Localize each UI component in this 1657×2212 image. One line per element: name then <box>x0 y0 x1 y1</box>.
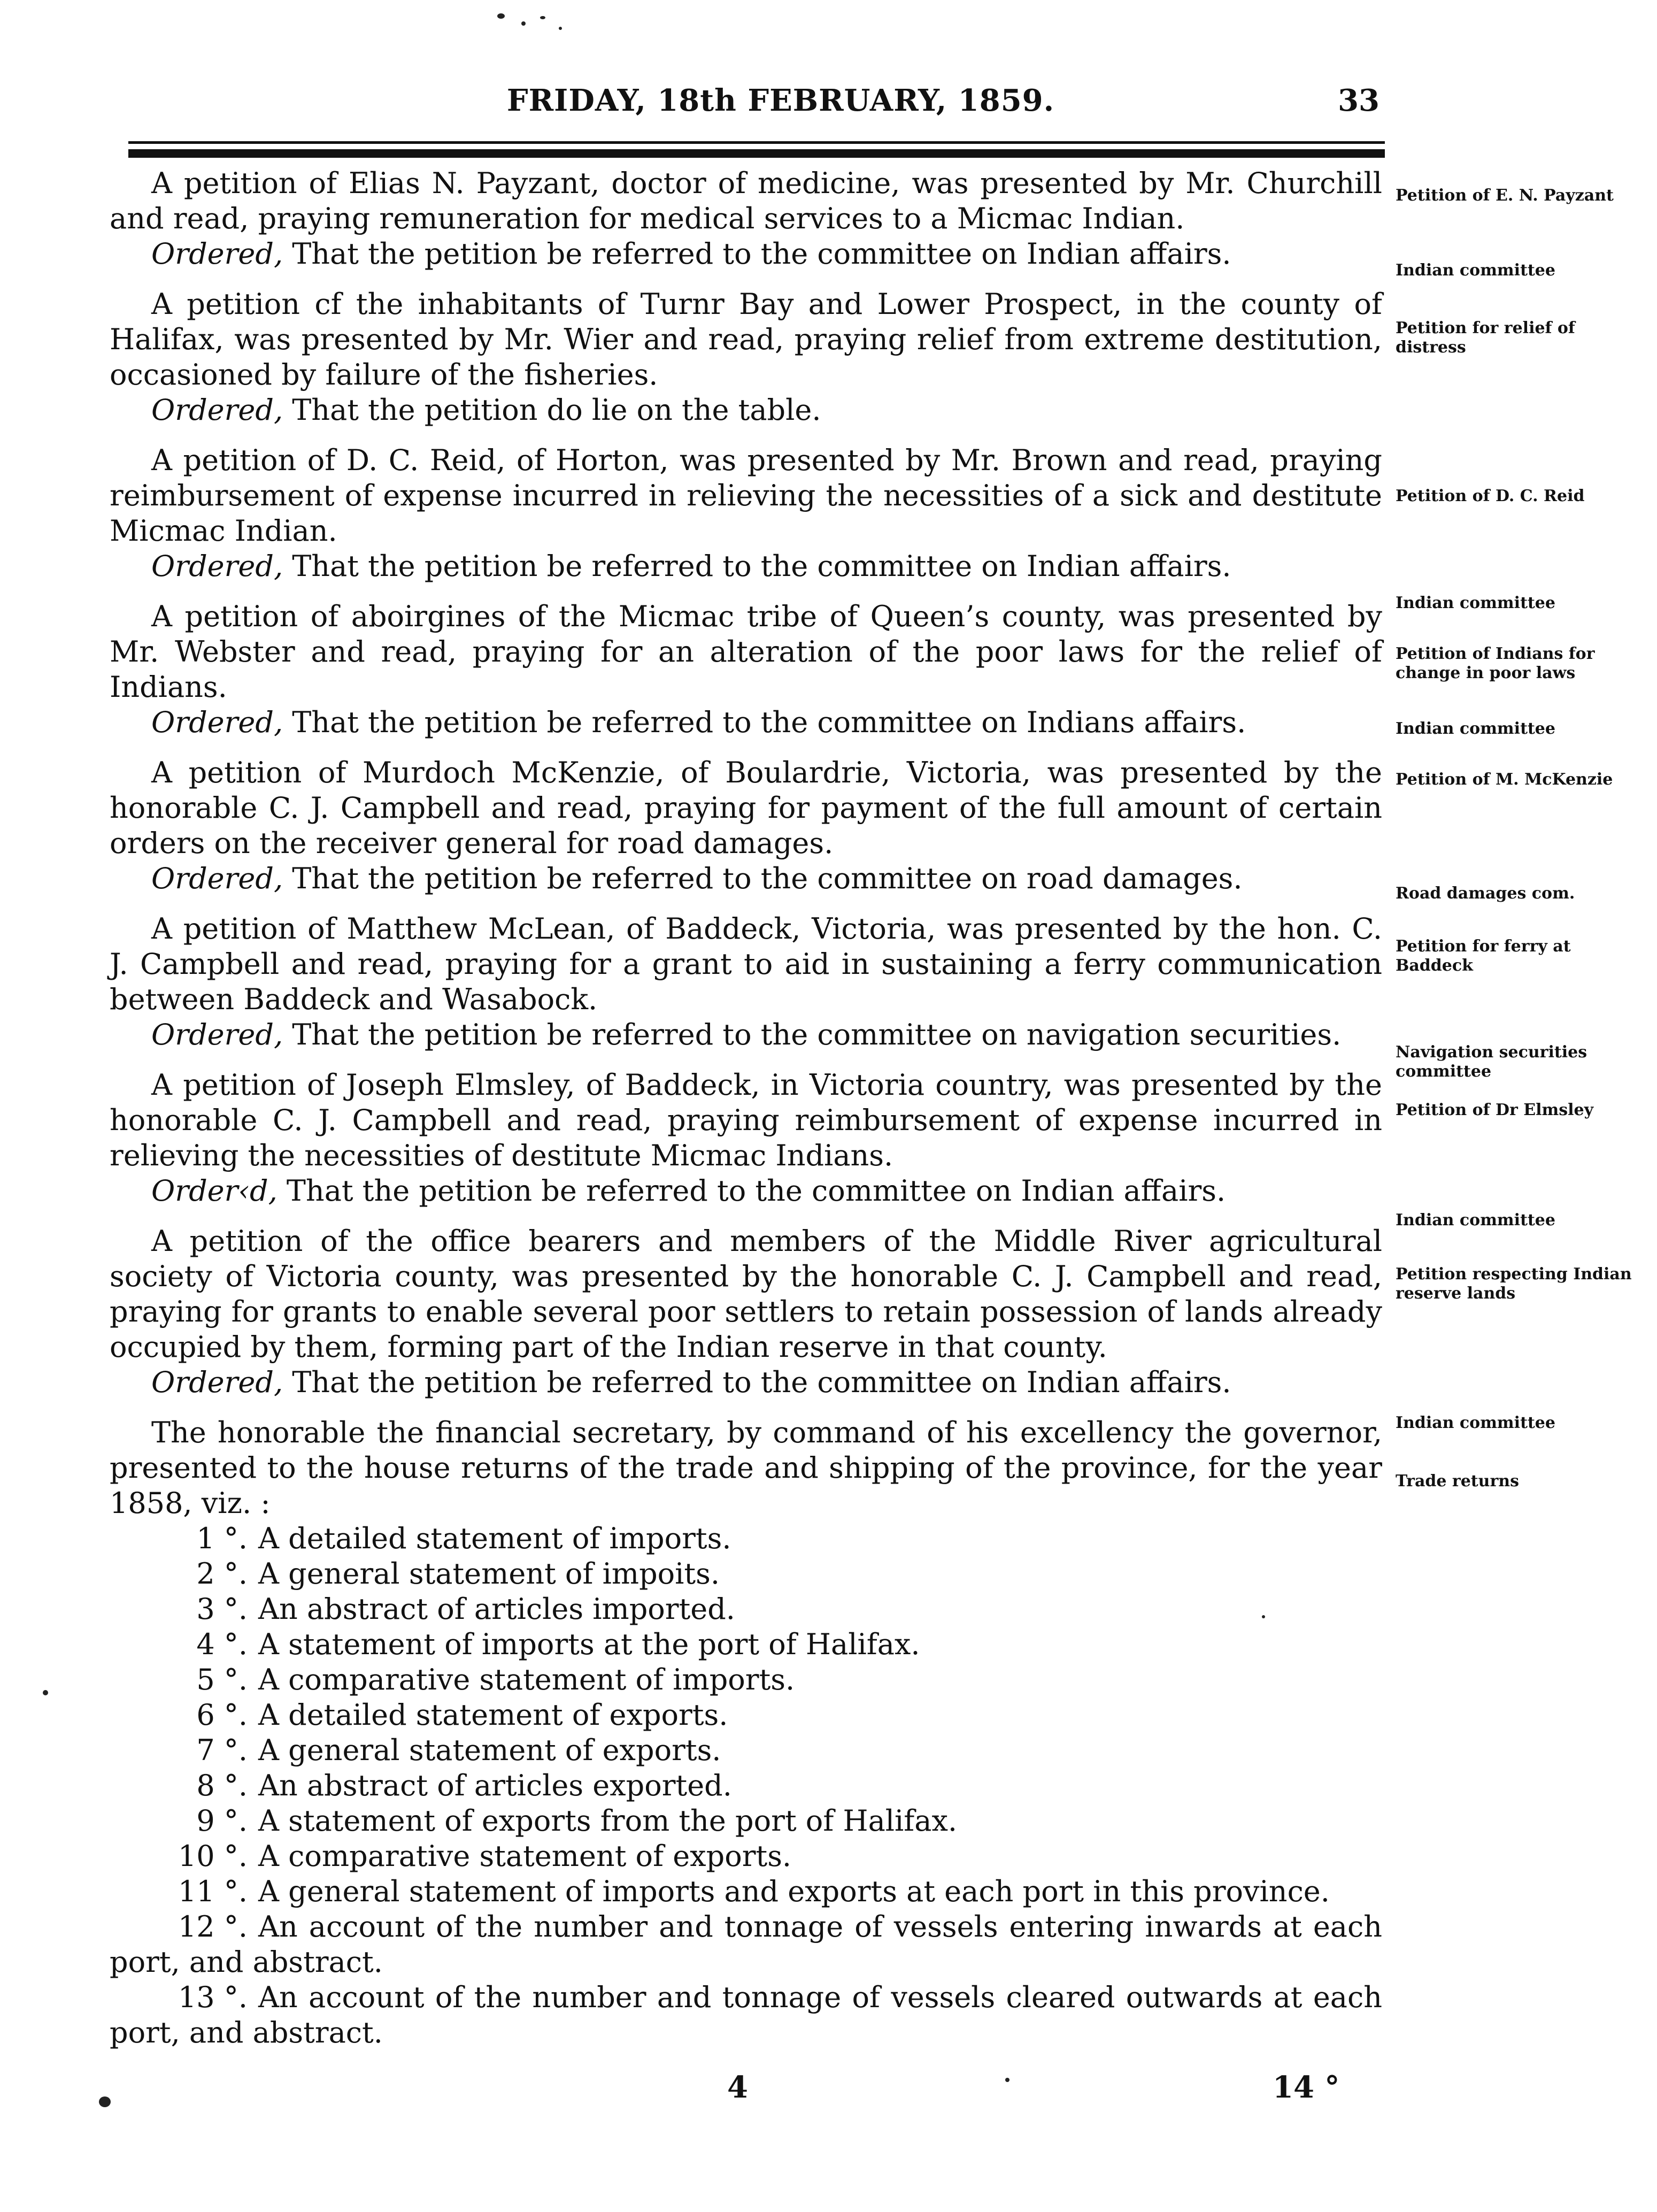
ordered-label: Ordered, <box>151 237 283 271</box>
paragraph: A petition of Murdoch McKenzie, of Boulardrie, Victoria, was presented by the honorable C. J. Campbell and read, praying for payment of the full amount of certain orders on the receiver general for road damages. <box>110 756 1382 860</box>
paragraph: A petition of Matthew McLean, of Baddeck, Victoria, was presented by the hon. C. J. Campbell and read, praying for a grant to aid in sustaining a ferry communication between Baddeck and Wasabock. <box>110 912 1382 1016</box>
margin-note-reid: Petition of D. C. Reid <box>1396 487 1585 505</box>
print-speck <box>1005 2078 1009 2082</box>
margin-note-mckenzie: Petition of M. McKenzie <box>1396 770 1613 789</box>
ordered-text: That the petition be referred to the committee on Indian affairs. <box>283 237 1231 271</box>
ordered-text: That the petition be referred to the committee on road damages. <box>283 862 1243 895</box>
list-item <box>110 1627 1382 1662</box>
ordered-line <box>110 861 1382 896</box>
ordered-label: Order‹d, <box>151 1174 278 1208</box>
list-item <box>110 1662 1382 1698</box>
header-rule-thin <box>128 141 1385 144</box>
list-number: 8 °. <box>196 1769 248 1802</box>
entry-trade-returns <box>110 1415 1382 2050</box>
list-number: 3 °. <box>196 1592 248 1626</box>
ordered-label: Ordered, <box>151 705 283 739</box>
entry-reid <box>110 443 1382 584</box>
print-speck <box>43 1690 48 1695</box>
list-item <box>110 1909 1382 1980</box>
list-number: 12 °. <box>178 1910 248 1944</box>
returns-list <box>110 1521 1382 2050</box>
margin-note-elmsley: Petition of Dr Elmsley <box>1396 1101 1594 1119</box>
list-text: A statement of exports from the port of Halifax. <box>258 1804 958 1838</box>
signature-mark: 4 <box>727 2070 748 2105</box>
margin-note-indian-committee: Indian committee <box>1396 594 1555 612</box>
list-number: 7 °. <box>196 1733 248 1767</box>
list-item <box>110 1839 1382 1874</box>
ordered-line <box>110 236 1382 272</box>
ordered-text: That the petition be referred to the committee on Indian affairs. <box>283 1365 1231 1399</box>
list-text: An abstract of articles exported. <box>258 1769 732 1802</box>
list-text: A general statement of imports and exports at each port in this province. <box>258 1875 1330 1908</box>
ordered-line <box>110 1365 1382 1400</box>
list-item <box>110 1556 1382 1592</box>
paragraph: A petition of Elias N. Payzant, doctor of medicine, was presented by Mr. Churchill and read, praying remuneration for medical services to a Micmac Indian. <box>110 166 1382 235</box>
entry-payzant <box>110 166 1382 272</box>
list-text: A statement of imports at the port of Halifax. <box>258 1627 920 1661</box>
margin-note-road-damages: Road damages com. <box>1396 884 1575 903</box>
paragraph: A petition of the office bearers and members of the Middle River agricultural society of Victoria county, was presented by the honorable C. J. Campbell and read, praying for grants to enable several poor settlers to retain possession of lands already occupied by them, forming part of the Indian reserve in that county. <box>110 1224 1382 1364</box>
ordered-line <box>110 549 1382 584</box>
print-speck <box>521 21 526 26</box>
list-number: 9 °. <box>196 1804 248 1838</box>
list-text: An account of the number and tonnage of vessels entering inwards at each port, and abstract. <box>110 1910 1382 1979</box>
print-speck <box>1262 1615 1265 1618</box>
margin-note-indian-committee: Indian committee <box>1396 719 1555 738</box>
ordered-line <box>110 705 1382 740</box>
list-item <box>110 1698 1382 1733</box>
ordered-text: That the petition be referred to the committee on Indian affairs. <box>283 549 1231 583</box>
list-item <box>110 1980 1382 2050</box>
list-number: 1 °. <box>196 1522 248 1555</box>
entry-elmsley <box>110 1067 1382 1209</box>
margin-note-indians-poor-laws: Petition of Indians for change in poor laws <box>1396 644 1595 682</box>
print-speck <box>540 16 545 19</box>
margin-note-payzant: Petition of E. N. Payzant <box>1396 186 1614 205</box>
catchword: 14 ° <box>1273 2070 1340 2105</box>
list-number: 6 °. <box>196 1698 248 1732</box>
ordered-label: Ordered, <box>151 1018 283 1051</box>
list-text: An abstract of articles imported. <box>258 1592 735 1626</box>
margin-note-distress: Petition for relief of distress <box>1396 319 1575 357</box>
list-number: 10 °. <box>178 1839 248 1873</box>
list-text: A comparative statement of imports. <box>258 1663 795 1696</box>
paragraph: A petition of D. C. Reid, of Horton, was presented by Mr. Brown and read, praying reimbursement of expense incurred in relieving the necessities of a sick and destitute Micmac Indian. <box>110 443 1382 548</box>
list-text: A detailed statement of imports. <box>258 1522 731 1555</box>
list-text: A general statement of exports. <box>258 1733 721 1767</box>
paragraph: A petition of aboirgines of the Micmac tribe of Queen’s county, was presented by Mr. Webster and read, praying for an alteration of the poor laws for the relief of Indians. <box>110 600 1382 704</box>
page-header <box>0 70 1657 134</box>
list-text: An account of the number and tonnage of vessels cleared outwards at each port, and abstract. <box>110 1980 1382 2049</box>
entry-mckenzie <box>110 755 1382 896</box>
page-title: FRIDAY, 18th FEBRUARY, 1859. <box>506 83 1055 118</box>
list-number: 11 °. <box>178 1875 248 1908</box>
header-rule-thick <box>128 149 1385 158</box>
margin-note-indian-committee: Indian committee <box>1396 1211 1555 1230</box>
paragraph: A petition cf the inhabitants of Turnr Bay and Lower Prospect, in the county of Halifax, was presented by Mr. Wier and read, praying relief from extreme destitution, occasioned by failure of the fisheries. <box>110 287 1382 391</box>
list-number: 5 °. <box>196 1663 248 1696</box>
list-text: A comparative statement of exports. <box>258 1839 792 1873</box>
list-item <box>110 1768 1382 1803</box>
margin-note-indian-committee: Indian committee <box>1396 261 1555 280</box>
margin-note-reserve-lands: Petition respecting Indian reserve lands <box>1396 1265 1632 1303</box>
paragraph: The honorable the financial secretary, by command of his excellency the governor, presented to the house returns of the trade and shipping of the province, for the year 1858, viz. : <box>110 1416 1382 1520</box>
margin-note-navigation: Navigation securities committee <box>1396 1043 1587 1081</box>
ordered-text: That the petition be referred to the committee on Indians affairs. <box>283 705 1246 739</box>
list-item <box>110 1803 1382 1839</box>
ordered-text: That the petition be referred to the committee on Indian affairs. <box>277 1174 1226 1208</box>
ordered-label: Ordered, <box>151 1365 283 1399</box>
ordered-text: That the petition be referred to the committee on navigation securities. <box>283 1018 1342 1051</box>
ordered-line <box>110 393 1382 428</box>
list-item <box>110 1874 1382 1909</box>
list-number: 4 °. <box>196 1627 248 1661</box>
print-speck <box>559 27 562 30</box>
print-speck <box>497 13 505 19</box>
entry-middle-river <box>110 1224 1382 1400</box>
list-number: 2 °. <box>196 1557 248 1591</box>
list-number: 13 °. <box>178 1980 248 2014</box>
entry-mclean <box>110 911 1382 1053</box>
ordered-label: Ordered, <box>151 393 283 427</box>
list-item <box>110 1733 1382 1768</box>
ordered-line <box>110 1173 1382 1209</box>
print-speck <box>99 2096 111 2107</box>
margin-note-trade-returns: Trade returns <box>1396 1472 1519 1491</box>
list-text: A general statement of impoits. <box>258 1557 720 1591</box>
ordered-line <box>110 1017 1382 1053</box>
ordered-text: That the petition do lie on the table. <box>283 393 821 427</box>
paragraph: A petition of Joseph Elmsley, of Baddeck, in Victoria country, was presented by the honorable C. J. Campbell and read, praying reimbursement of expense incurred in relieving the necessities of destitute Micmac Indians. <box>110 1068 1382 1172</box>
margin-note-ferry: Petition for ferry at Baddeck <box>1396 937 1571 975</box>
ordered-label: Ordered, <box>151 549 283 583</box>
list-item <box>110 1592 1382 1627</box>
body-column <box>110 166 1382 2050</box>
ordered-label: Ordered, <box>151 862 283 895</box>
page-number: 33 <box>1338 83 1379 118</box>
list-item <box>110 1521 1382 1556</box>
entry-distress <box>110 287 1382 428</box>
entry-webster <box>110 599 1382 740</box>
margin-note-indian-committee: Indian committee <box>1396 1414 1555 1432</box>
list-text: A detailed statement of exports. <box>258 1698 728 1732</box>
